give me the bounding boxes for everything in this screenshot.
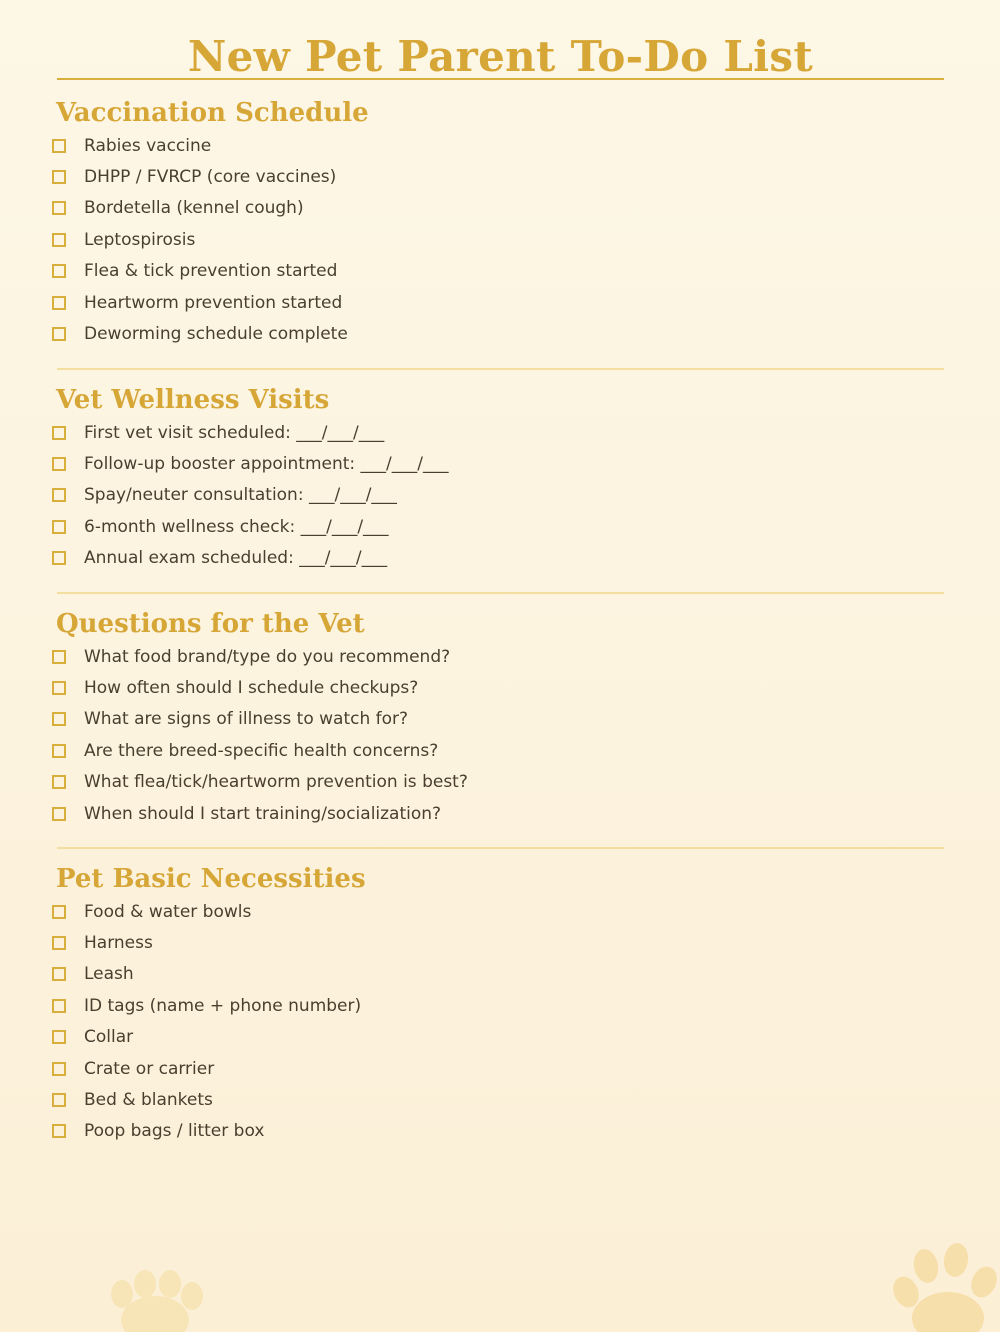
checklist-item bbox=[50, 224, 944, 255]
checkbox[interactable] bbox=[52, 999, 66, 1013]
checkbox[interactable] bbox=[52, 936, 66, 950]
section-vet-wellness-visits bbox=[50, 383, 944, 574]
checklist-item bbox=[50, 1053, 944, 1084]
checkbox[interactable] bbox=[52, 426, 66, 440]
checklist-item bbox=[50, 1116, 944, 1147]
checklist-item bbox=[50, 543, 944, 574]
section-heading: Pet Basic Necessities bbox=[56, 864, 366, 894]
item-label: What flea/tick/heartworm prevention is best? bbox=[84, 772, 468, 793]
checklist-item bbox=[50, 193, 944, 224]
checkbox[interactable] bbox=[52, 775, 66, 789]
item-label: Deworming schedule complete bbox=[84, 324, 348, 345]
checkbox[interactable] bbox=[52, 650, 66, 664]
item-label: ID tags (name + phone number) bbox=[84, 995, 362, 1016]
section-heading: Vaccination Schedule bbox=[56, 98, 369, 128]
item-label: How often should I schedule checkups? bbox=[84, 678, 419, 699]
checkbox[interactable] bbox=[52, 233, 66, 247]
checklist-item bbox=[50, 798, 944, 829]
checklist-item bbox=[50, 256, 944, 287]
section-pet-basic-necessities bbox=[50, 862, 944, 1147]
section-questions-for-the-vet bbox=[50, 607, 944, 829]
item-label: Are there breed-specific health concerns? bbox=[84, 740, 439, 761]
item-label: Harness bbox=[84, 933, 153, 954]
checklist bbox=[50, 417, 944, 574]
checklist-item bbox=[50, 130, 944, 161]
checklist-item bbox=[50, 896, 944, 927]
checklist-item bbox=[50, 318, 944, 349]
checkbox[interactable] bbox=[52, 296, 66, 310]
item-label: Follow-up booster appointment: ___/___/___ bbox=[84, 454, 449, 475]
item-label: Collar bbox=[84, 1027, 134, 1048]
checkbox[interactable] bbox=[52, 1124, 66, 1138]
checklist-item bbox=[50, 990, 944, 1021]
checklist-item bbox=[50, 959, 944, 990]
checkbox[interactable] bbox=[52, 681, 66, 695]
checkbox[interactable] bbox=[52, 488, 66, 502]
checklist-item bbox=[50, 735, 944, 766]
checklist-item bbox=[50, 1022, 944, 1053]
item-label: Crate or carrier bbox=[84, 1058, 215, 1079]
item-label: Annual exam scheduled: ___/___/___ bbox=[84, 548, 388, 569]
checklist bbox=[50, 130, 944, 350]
checkbox[interactable] bbox=[52, 520, 66, 534]
item-label: Leash bbox=[84, 964, 134, 985]
section-divider bbox=[57, 847, 944, 849]
item-label: Heartworm prevention started bbox=[84, 292, 343, 313]
item-label: Poop bags / litter box bbox=[84, 1121, 265, 1142]
item-label: Bed & blankets bbox=[84, 1090, 213, 1111]
checklist bbox=[50, 896, 944, 1147]
checkbox[interactable] bbox=[52, 264, 66, 278]
section-divider bbox=[57, 368, 944, 370]
item-label: Bordetella (kennel cough) bbox=[84, 198, 304, 219]
checkbox[interactable] bbox=[52, 1062, 66, 1076]
item-label: Leptospirosis bbox=[84, 229, 196, 250]
checkbox[interactable] bbox=[52, 1093, 66, 1107]
checkbox[interactable] bbox=[52, 807, 66, 821]
checklist-item bbox=[50, 704, 944, 735]
item-label: DHPP / FVRCP (core vaccines) bbox=[84, 167, 337, 188]
paw-print-icon bbox=[882, 1240, 1000, 1332]
checkbox[interactable] bbox=[52, 170, 66, 184]
checkbox[interactable] bbox=[52, 551, 66, 565]
checkbox[interactable] bbox=[52, 457, 66, 471]
section-heading: Vet Wellness Visits bbox=[56, 385, 330, 415]
checkbox[interactable] bbox=[52, 744, 66, 758]
checklist-item bbox=[50, 417, 944, 448]
checkbox[interactable] bbox=[52, 1030, 66, 1044]
item-label: Rabies vaccine bbox=[84, 135, 212, 156]
checkbox[interactable] bbox=[52, 327, 66, 341]
checklist-item bbox=[50, 287, 944, 318]
item-label: Food & water bowls bbox=[84, 901, 252, 922]
checkbox[interactable] bbox=[52, 905, 66, 919]
item-label: Flea & tick prevention started bbox=[84, 261, 338, 282]
checklist-item bbox=[50, 448, 944, 479]
checklist bbox=[50, 641, 944, 829]
checklist-item bbox=[50, 641, 944, 672]
checkbox[interactable] bbox=[52, 712, 66, 726]
item-label: What food brand/type do you recommend? bbox=[84, 646, 451, 667]
page-title: New Pet Parent To-Do List bbox=[187, 32, 814, 81]
checklist-item bbox=[50, 767, 944, 798]
checkbox[interactable] bbox=[52, 201, 66, 215]
item-label: Spay/neuter consultation: ___/___/___ bbox=[84, 485, 397, 506]
title-underline bbox=[57, 30, 944, 80]
checklist-item bbox=[50, 672, 944, 703]
checklist-item bbox=[50, 1084, 944, 1115]
checklist-item bbox=[50, 161, 944, 192]
checklist-item bbox=[50, 927, 944, 958]
checklist-item bbox=[50, 480, 944, 511]
checklist-item bbox=[50, 511, 944, 542]
item-label: First vet visit scheduled: ___/___/___ bbox=[84, 422, 385, 443]
section-vaccination-schedule bbox=[50, 96, 944, 350]
item-label: When should I start training/socialization? bbox=[84, 803, 442, 824]
section-divider bbox=[57, 592, 944, 594]
checkbox[interactable] bbox=[52, 967, 66, 981]
paw-print-icon bbox=[100, 1270, 210, 1332]
checkbox[interactable] bbox=[52, 139, 66, 153]
item-label: What are signs of illness to watch for? bbox=[84, 709, 409, 730]
item-label: 6-month wellness check: ___/___/___ bbox=[84, 516, 389, 537]
section-heading: Questions for the Vet bbox=[56, 609, 365, 639]
